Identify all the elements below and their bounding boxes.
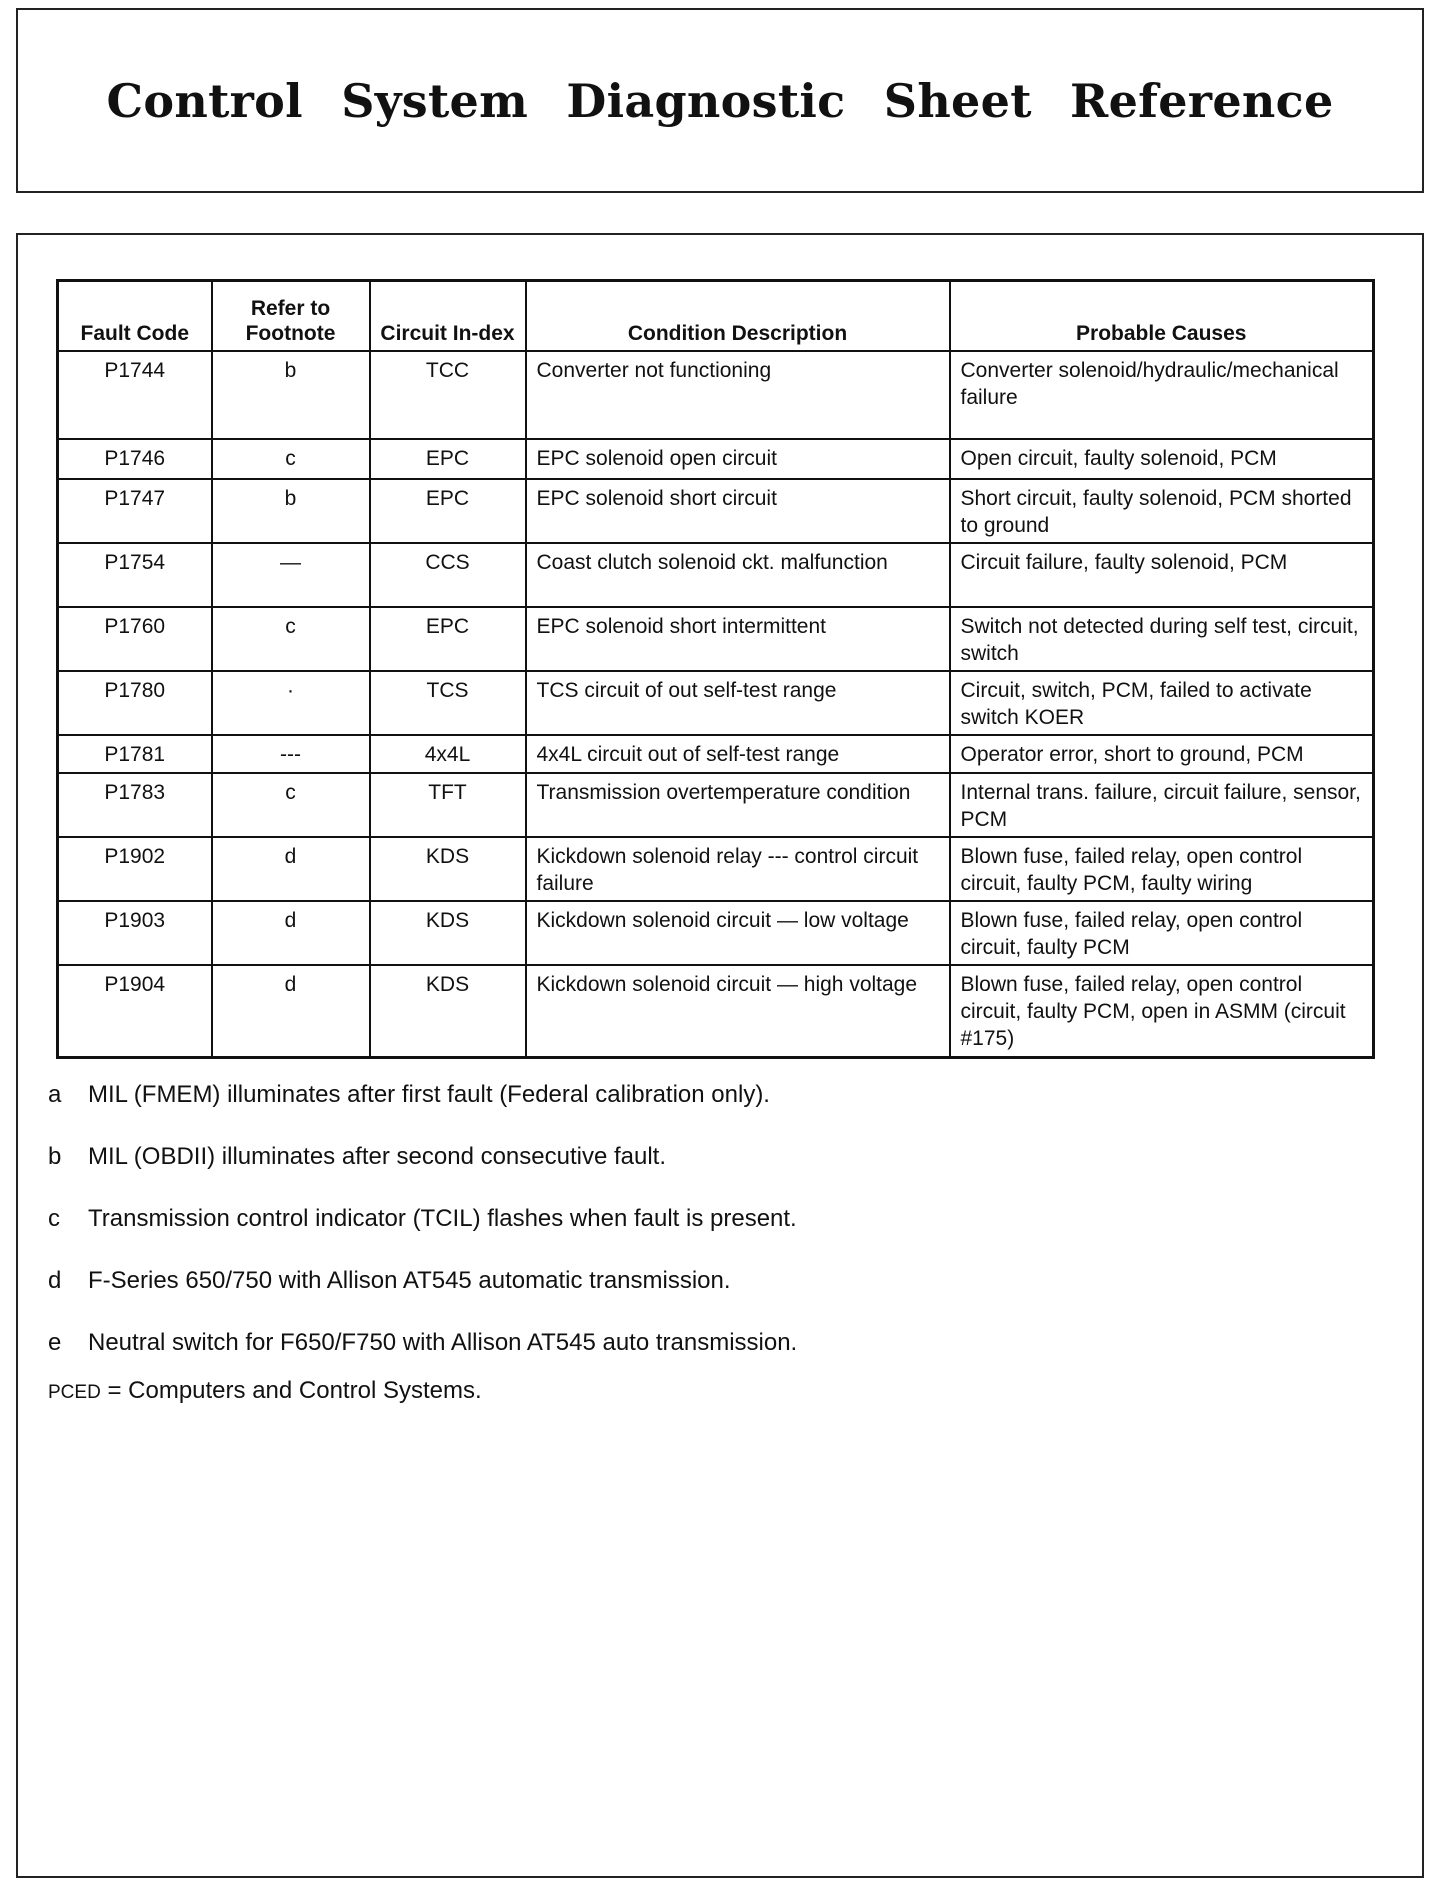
footnote-cell: c [212, 439, 370, 479]
header-fault-code: Fault Code [58, 281, 212, 352]
causes-cell: Internal trans. failure, circuit failure, sensor, PCM [950, 773, 1374, 837]
footnote-cell: c [212, 607, 370, 671]
condition-cell: EPC solenoid short intermittent [526, 607, 950, 671]
table-row [58, 479, 1374, 543]
pced-note [48, 1377, 1348, 1405]
causes-cell: Circuit, switch, PCM, failed to activate switch KOER [950, 671, 1374, 735]
footnote-key: b [48, 1143, 62, 1170]
condition-cell: EPC solenoid open circuit [526, 439, 950, 479]
fault-code-table [56, 279, 1375, 1059]
footnote-cell: --- [212, 735, 370, 773]
causes-cell: Open circuit, faulty solenoid, PCM [950, 439, 1374, 479]
header-probable-causes: Probable Causes [950, 281, 1374, 352]
condition-cell: TCS circuit of out self-test range [526, 671, 950, 735]
table-row [58, 543, 1374, 607]
fault-code-cell: P1783 [58, 773, 212, 837]
footnote-cell: d [212, 901, 370, 965]
table-row [58, 901, 1374, 965]
circuit-cell: CCS [370, 543, 526, 607]
footnote-text: F-Series 650/750 with Allison AT545 automatic transmission. [88, 1267, 731, 1294]
circuit-cell: TCS [370, 671, 526, 735]
table-row [58, 439, 1374, 479]
header-refer-to-footnote: Refer to Footnote [212, 281, 370, 352]
page-title: Control System Diagnostic Sheet Reference [106, 73, 1334, 128]
fault-code-cell: P1754 [58, 543, 212, 607]
circuit-cell: TFT [370, 773, 526, 837]
footnote-cell: b [212, 351, 370, 439]
fault-code-cell: P1904 [58, 965, 212, 1057]
footnote-text: Transmission control indicator (TCIL) flashes when fault is present. [88, 1205, 797, 1232]
footnote-cell: — [212, 543, 370, 607]
footnote-key: a [48, 1081, 62, 1108]
table-row [58, 735, 1374, 773]
pced-text: = Computers and Control Systems. [100, 1377, 482, 1404]
table-row [58, 671, 1374, 735]
condition-cell: Converter not functioning [526, 351, 950, 439]
fault-code-cell: P1903 [58, 901, 212, 965]
circuit-cell: TCC [370, 351, 526, 439]
footnote-key: c [48, 1205, 60, 1232]
condition-cell: Transmission overtemperature condition [526, 773, 950, 837]
circuit-cell: EPC [370, 479, 526, 543]
causes-cell: Converter solenoid/hydraulic/mechanical failure [950, 351, 1374, 439]
footnote-key: e [48, 1329, 62, 1356]
circuit-cell: KDS [370, 965, 526, 1057]
footnote-item [48, 1081, 1348, 1143]
circuit-cell: KDS [370, 837, 526, 901]
footnote-key: d [48, 1267, 62, 1294]
causes-cell: Blown fuse, failed relay, open control circuit, faulty PCM, faulty wiring [950, 837, 1374, 901]
header-circuit-index: Circuit In-dex [370, 281, 526, 352]
causes-cell: Operator error, short to ground, PCM [950, 735, 1374, 773]
footnote-item [48, 1267, 1348, 1329]
title-box [16, 8, 1424, 193]
footnote-item [48, 1143, 1348, 1205]
footnote-text: MIL (OBDII) illuminates after second consecutive fault. [88, 1143, 667, 1170]
table-row [58, 773, 1374, 837]
condition-cell: EPC solenoid short circuit [526, 479, 950, 543]
table-row [58, 837, 1374, 901]
table-row [58, 607, 1374, 671]
fault-code-cell: P1780 [58, 671, 212, 735]
circuit-cell: 4x4L [370, 735, 526, 773]
footnote-cell: b [212, 479, 370, 543]
fault-code-cell: P1760 [58, 607, 212, 671]
fault-code-cell: P1747 [58, 479, 212, 543]
fault-code-cell: P1781 [58, 735, 212, 773]
table-row [58, 351, 1374, 439]
condition-cell: Kickdown solenoid circuit — high voltage [526, 965, 950, 1057]
table-row [58, 965, 1374, 1057]
header-condition-description: Condition Description [526, 281, 950, 352]
content-box [16, 233, 1424, 1878]
causes-cell: Short circuit, faulty solenoid, PCM shorted to ground [950, 479, 1374, 543]
condition-cell: 4x4L circuit out of self-test range [526, 735, 950, 773]
circuit-cell: KDS [370, 901, 526, 965]
condition-cell: Kickdown solenoid circuit — low voltage [526, 901, 950, 965]
footnote-cell: d [212, 837, 370, 901]
causes-cell: Blown fuse, failed relay, open control circuit, faulty PCM, open in ASMM (circuit #175) [950, 965, 1374, 1057]
condition-cell: Kickdown solenoid relay --- control circuit failure [526, 837, 950, 901]
footnote-item [48, 1205, 1348, 1267]
condition-cell: Coast clutch solenoid ckt. malfunction [526, 543, 950, 607]
fault-code-cell: P1744 [58, 351, 212, 439]
fault-code-cell: P1746 [58, 439, 212, 479]
causes-cell: Circuit failure, faulty solenoid, PCM [950, 543, 1374, 607]
footnote-cell: d [212, 965, 370, 1057]
footnote-cell: · [212, 671, 370, 735]
circuit-cell: EPC [370, 607, 526, 671]
footnotes [48, 1081, 1348, 1405]
footnote-cell: c [212, 773, 370, 837]
causes-cell: Switch not detected during self test, circuit, switch [950, 607, 1374, 671]
fault-code-cell: P1902 [58, 837, 212, 901]
footnote-text: MIL (FMEM) illuminates after first fault (Federal calibration only). [88, 1081, 770, 1108]
footnote-text: Neutral switch for F650/F750 with Allison AT545 auto transmission. [88, 1329, 798, 1356]
circuit-cell: EPC [370, 439, 526, 479]
causes-cell: Blown fuse, failed relay, open control circuit, faulty PCM [950, 901, 1374, 965]
table-header-row [58, 281, 1374, 352]
pced-abbreviation: PCED [48, 1382, 101, 1403]
